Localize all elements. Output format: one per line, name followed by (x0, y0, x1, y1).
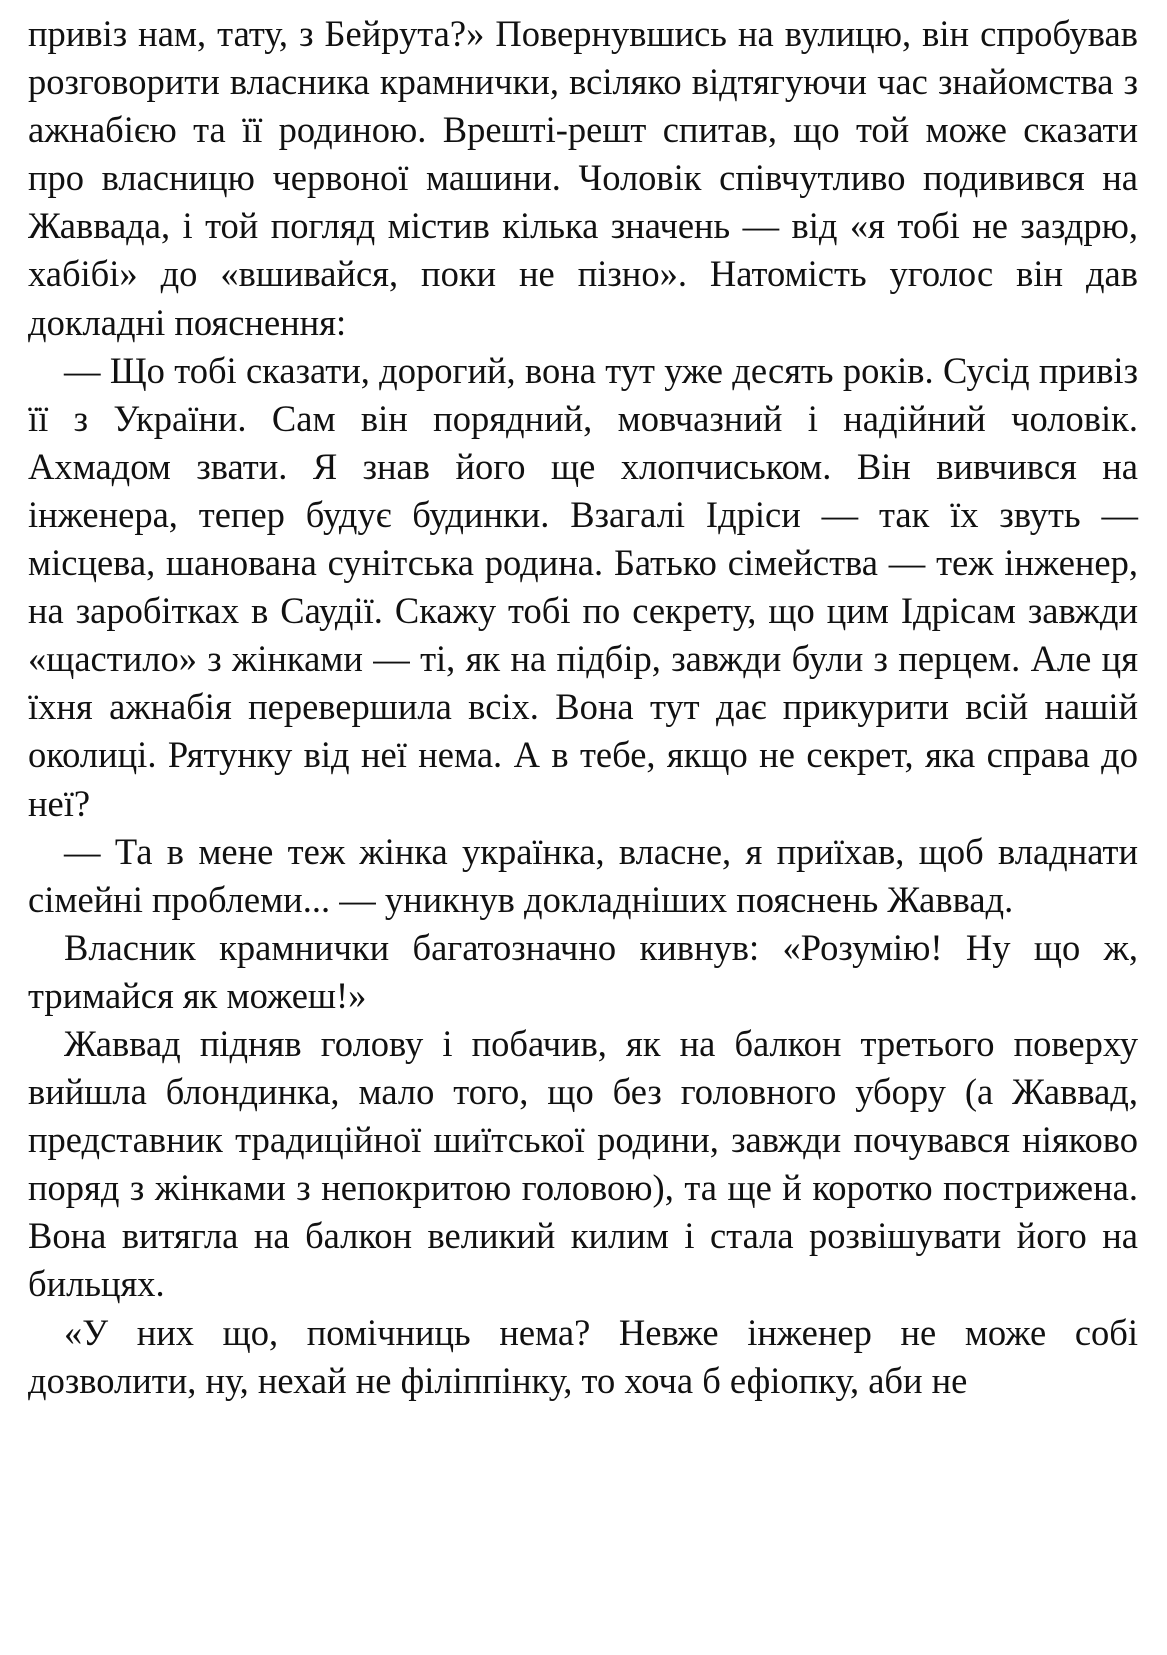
paragraph-3: — Та в мене теж жінка українка, власне, я приїхав, щоб владнати сімейні проблеми... — уникнув докладніших пояснень Жаввад. (28, 830, 1138, 920)
book-page (28, 10, 1138, 1405)
paragraph-4: Власник крамнички багатозначно кивнув: «Розумію! Ну що ж, тримайся як можеш!» (28, 926, 1138, 1016)
paragraph-1: привіз нам, тату, з Бейрута?» Повернувшись на вулицю, він спробував розговорити власника крамнички, всіляко відтягуючи час знайомства з ажнабією та її родиною. Врешті-решт спитав, що той може сказати про власницю червоної машини. Чоловік співчутливо подивився на Жаввада, і той погляд містив кілька значень — від «я тобі не заздрю, хабібі» до «вшивайся, поки не пізно». Натомість уголос він дав докладні пояснення: (28, 13, 1138, 343)
paragraph-6: «У них що, помічниць нема? Невже інженер не може собі дозволити, ну, нехай не філіппінку, то хоча б ефіопку, аби не (28, 1311, 1138, 1401)
paragraph-2: — Що тобі сказати, дорогий, вона тут уже десять років. Сусід привіз її з України. Сам він порядний, мовчазний і надійний чоловік. Ахмадом звати. Я знав його ще хлопчиськом. Він вивчився на інженера, тепер будує будинки. Взагалі Ідріси — так їх звуть — місцева, шанована сунітська родина. Батько сімейства — теж інженер, на заробітках в Саудії. Скажу тобі по секрету, що цим Ідрісам завжди «щастило» з жінками — ті, як на підбір, завжди були з перцем. Але ця їхня ажнабія перевершила всіх. Вона тут дає прикурити всій нашій околиці. Рятунку від неї нема. А в тебе, якщо не секрет, яка справа до неї? (28, 349, 1138, 824)
paragraph-5: Жаввад підняв голову і побачив, як на балкон третього поверху вийшла блондинка, мало того, що без головного убору (а Жаввад, представник традиційної шиїтської родини, завжди почувався ніяково поряд з жінками з непокритою головою), та ще й коротко пострижена. Вона витягла на балкон великий килим і стала розвішувати його на бильцях. (28, 1022, 1138, 1305)
